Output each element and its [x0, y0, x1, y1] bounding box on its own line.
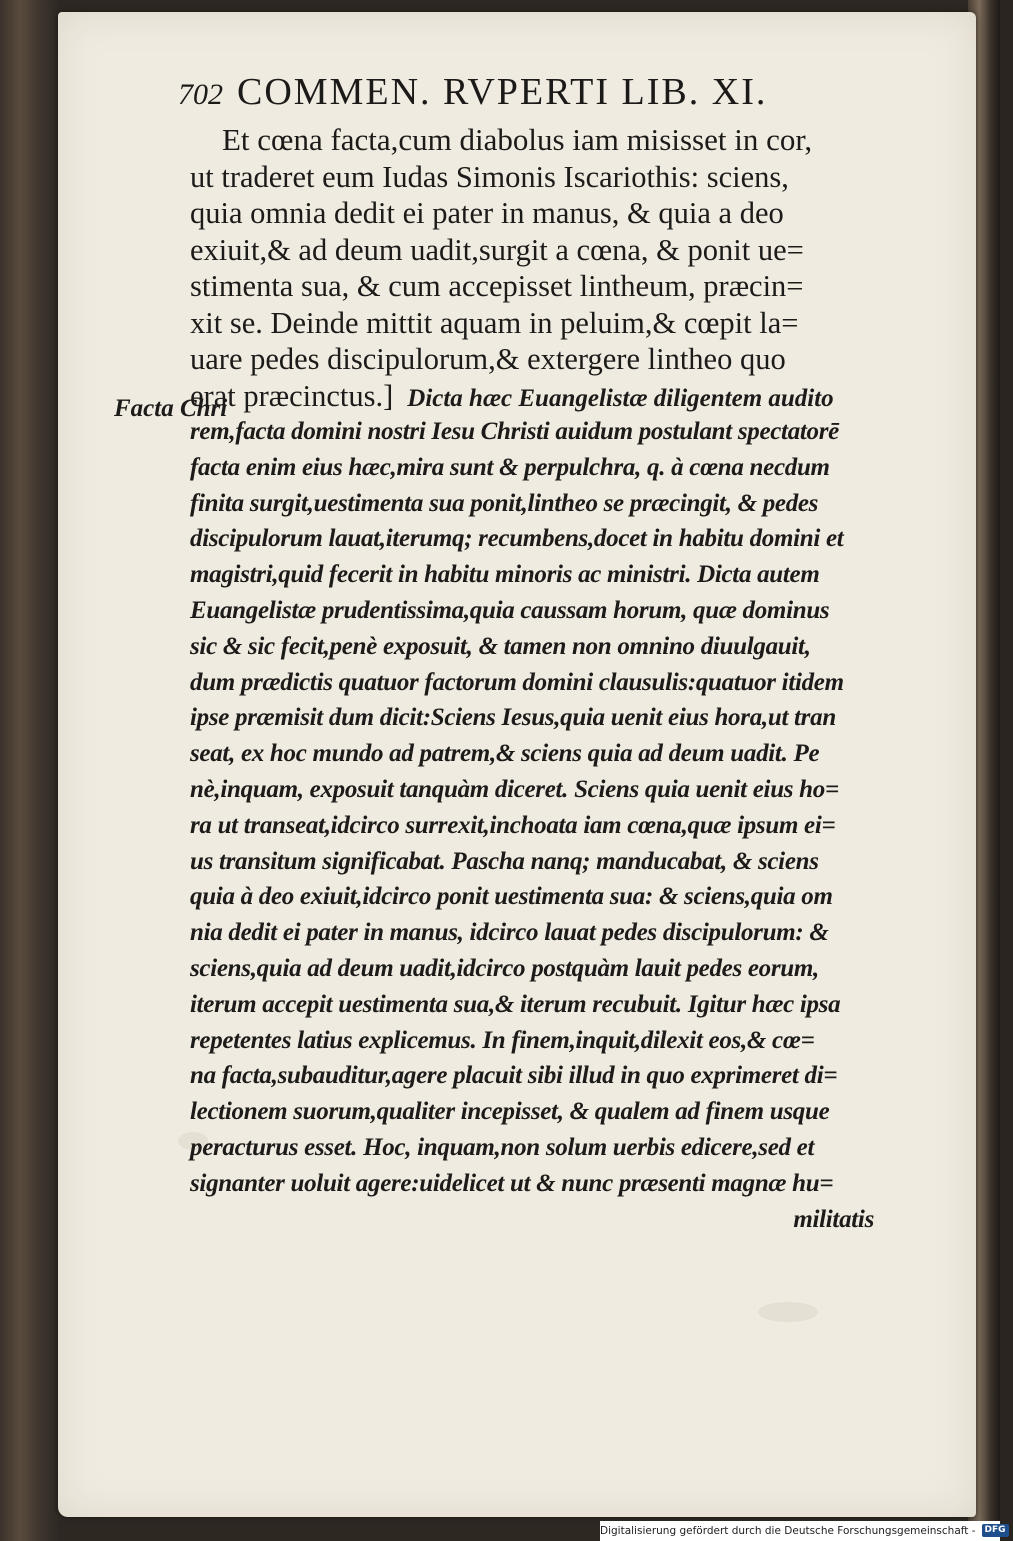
text-line: us transitum significabat. Pascha nanq; manducabat, & sciens — [190, 847, 819, 875]
text-line: uare pedes discipulorum,& extergere lintheo quo — [190, 342, 786, 376]
text-line: nia dedit ei pater in manus, idcirco lauat pedes discipulorum: & — [190, 919, 829, 947]
passage-commentary-transition-line — [190, 378, 880, 415]
funding-notice: Digitalisierung gefördert durch die Deutsche Forschungsgemeinschaft - — [600, 1525, 976, 1537]
text-line: dum prædictis quatuor factorum domini clausulis:quatuor itidem — [190, 668, 844, 696]
commentary-start-text: Dicta hæc Euangelistæ diligentem audito — [407, 384, 834, 412]
digitization-footer — [600, 1521, 1006, 1541]
main-text-block — [190, 122, 880, 1237]
text-line: iterum accepit uestimenta sua,& iterum recubuit. Igitur hæc ipsa — [190, 990, 841, 1018]
text-line: signanter uoluit agere:uidelicet ut & nunc præsenti magnæ hu= — [190, 1169, 834, 1197]
text-line: ut traderet eum Iudas Simonis Iscariothis: sciens, — [190, 159, 789, 194]
text-line: peracturus esset. Hoc, inquam,non solum uerbis edicere,sed et — [190, 1133, 815, 1161]
text-line: sic & sic fecit,penè exposuit, & tamen non omnino diuulgauit, — [190, 632, 811, 660]
margin-note: Facta Chri — [114, 395, 228, 422]
page-number: 702 — [178, 78, 223, 111]
text-line: stimenta sua, & cum accepisset lintheum, præcin= — [190, 269, 804, 303]
scripture-passage — [190, 122, 880, 378]
paper-stain — [758, 1302, 818, 1322]
text-line: na facta,subauditur,agere placuit sibi illud in quo exprimeret di= — [190, 1062, 838, 1090]
dfg-logo-icon: DFG — [982, 1524, 1009, 1537]
text-line: exiuit,& ad deum uadit,surgit a cœna, & ponit ue= — [190, 232, 804, 267]
text-line: Et cœna facta,cum diabolus iam misisset in cor, — [222, 122, 813, 157]
text-line: nè,inquam, exposuit tanquàm diceret. Sciens quia uenit eius ho= — [190, 775, 839, 803]
running-header — [178, 70, 878, 120]
text-line: ra ut transeat,idcirco surrexit,inchoata iam cœna,quæ ipsum ei= — [190, 811, 836, 839]
text-line: lectionem suorum,qualiter incepisset, & qualem ad finem usque — [190, 1098, 830, 1126]
text-line: quia à deo exiuit,idcirco ponit uestimenta sua: & sciens,quia om — [190, 883, 833, 911]
text-line: sciens,quia ad deum uadit,idcirco postquàm lauit pedes eorum, — [190, 954, 819, 982]
text-line: rem,facta domini nostri Iesu Christi auidum postulant spectatorē — [190, 418, 839, 445]
text-line: facta enim eius hæc,mira sunt & perpulchra, q. à cœna necdum — [190, 453, 830, 481]
text-line: finita surgit,uestimenta sua ponit,lintheo se præcingit, & pedes — [190, 489, 819, 517]
passage-end-text: erat præcinctus.] — [190, 378, 394, 413]
text-line: seat, ex hoc mundo ad patrem,& sciens quia ad deum uadit. Pe — [190, 740, 820, 768]
text-line: discipulorum lauat,iterumq; recumbens,docet in habitu domini et — [190, 525, 844, 553]
text-line: magistri,quid fecerit in habitu minoris ac ministri. Dicta autem — [190, 561, 820, 589]
catchword: militatis — [793, 1205, 874, 1233]
text-line: Euangelistæ prudentissima,quia caussam horum, quæ dominus — [190, 596, 830, 624]
text-line: ipse præmisit dum dicit:Sciens Iesus,quia uenit eius hora,ut tran — [190, 704, 836, 732]
running-title: COMMEN. RVPERTI LIB. XI. — [237, 71, 768, 113]
text-line: repetentes latius explicemus. In finem,inquit,dilexit eos,& cœ= — [190, 1026, 815, 1054]
commentary-text — [190, 414, 880, 1237]
text-line: xit se. Deinde mittit aquam in peluim,& cœpit la= — [190, 305, 799, 340]
text-line: quia omnia dedit ei pater in manus, & quia a deo — [190, 196, 784, 230]
